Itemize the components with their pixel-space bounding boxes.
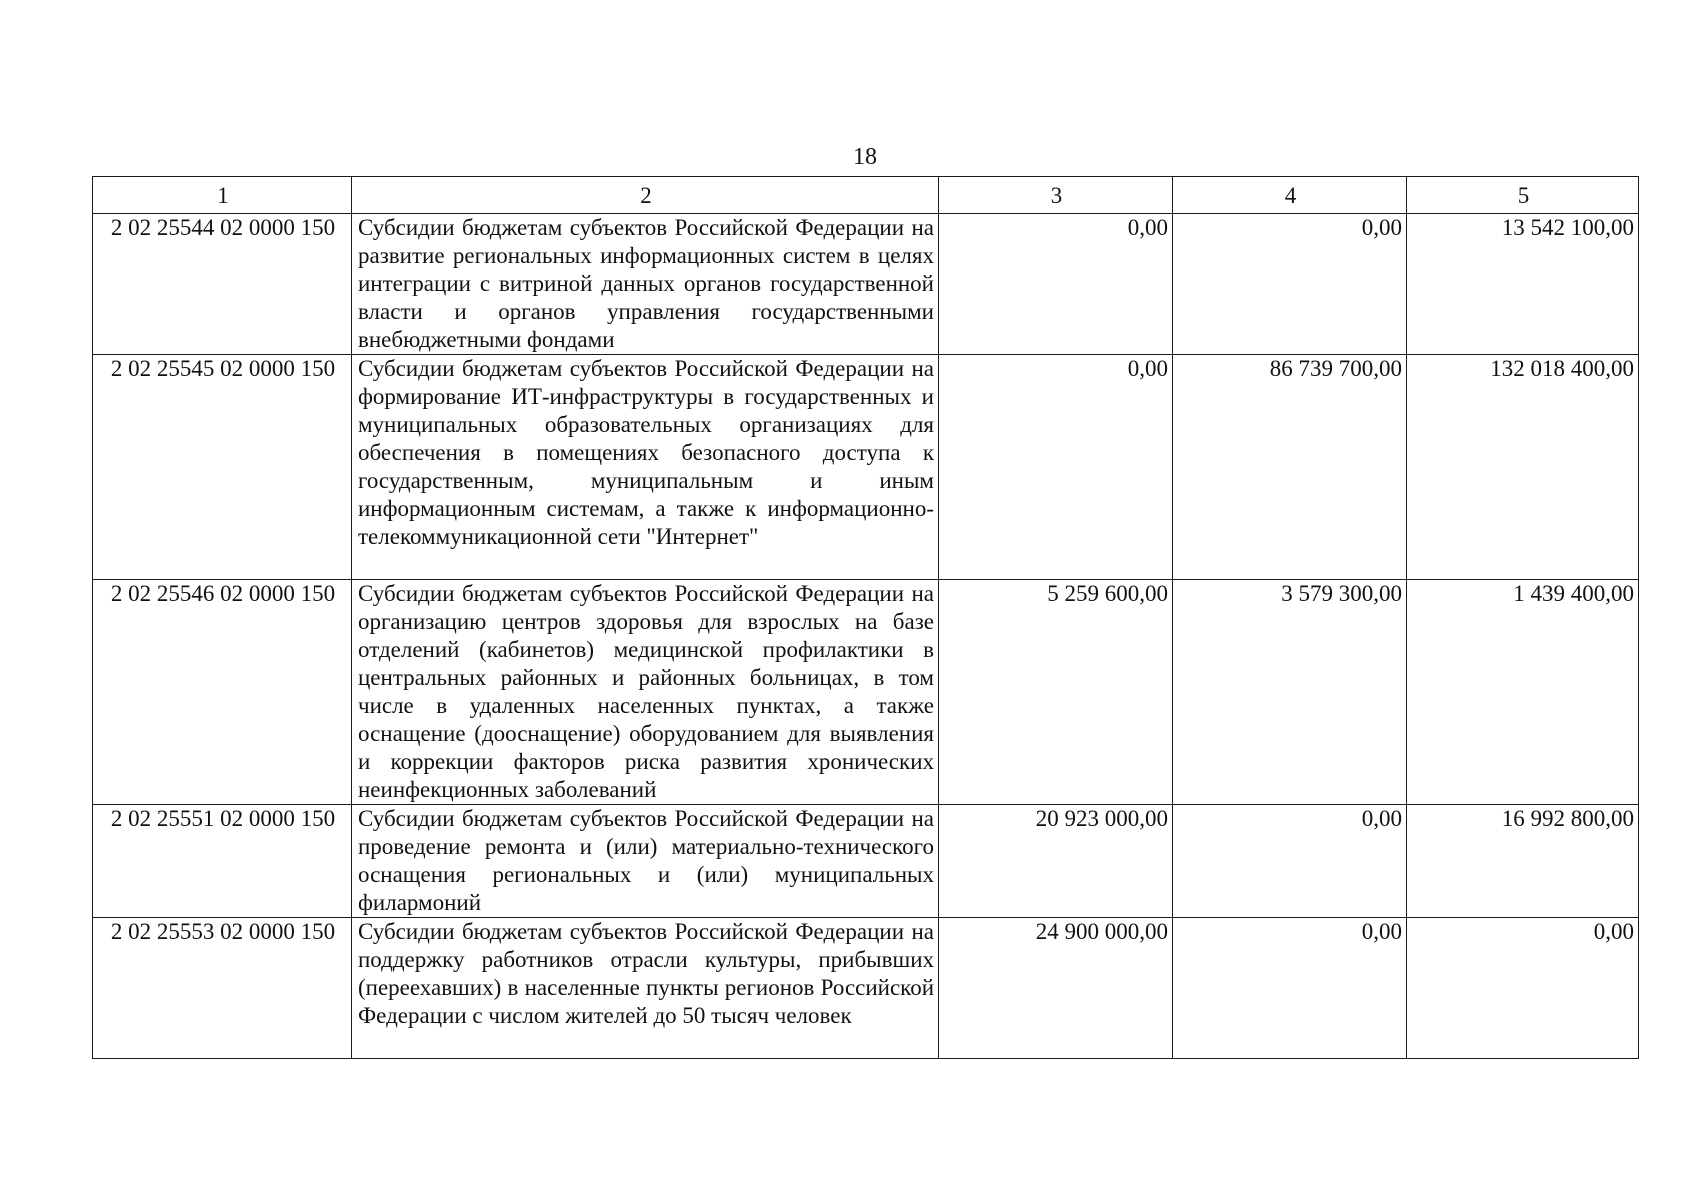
description-cell: Субсидии бюджетам субъектов Российской Федерации на организацию центров здоровья для взрослых на базе отделений (кабинетов) медицинской профилактики в центральных районных и районных больницах, в том числе в удаленных населенных пунктах, а также оснащение (дооснащение) оборудованием для выявления и коррекции факторов риска развития хронических неинфекционных заболеваний	[352, 580, 939, 805]
amount-col3-cell: 24 900 000,00	[939, 918, 1173, 1059]
table-row	[93, 355, 1639, 580]
amount-col5-cell: 0,00	[1407, 918, 1639, 1059]
header-cell-2: 2	[352, 177, 939, 214]
budget-code-cell: 2 02 25544 02 0000 150	[93, 214, 352, 355]
amount-col5-cell: 16 992 800,00	[1407, 805, 1639, 918]
budget-code-cell: 2 02 25551 02 0000 150	[93, 805, 352, 918]
amount-col3-cell: 0,00	[939, 214, 1173, 355]
amount-col5-cell: 132 018 400,00	[1407, 355, 1639, 580]
page-number: 18	[853, 144, 877, 170]
description-cell: Субсидии бюджетам субъектов Российской Федерации на поддержку работников отрасли культуры, прибывших (переехавших) в населенные пункты регионов Российской Федерации с числом жителей до 50 тысяч человек	[352, 918, 939, 1059]
amount-col3-cell: 5 259 600,00	[939, 580, 1173, 805]
amount-col4-cell: 86 739 700,00	[1173, 355, 1407, 580]
description-cell: Субсидии бюджетам субъектов Российской Федерации на проведение ремонта и (или) материально-технического оснащения региональных и (или) муниципальных филармоний	[352, 805, 939, 918]
amount-col3-cell: 0,00	[939, 355, 1173, 580]
table-row	[93, 214, 1639, 355]
amount-col4-cell: 0,00	[1173, 805, 1407, 918]
table-header-row	[93, 177, 1639, 214]
amount-col4-cell: 0,00	[1173, 214, 1407, 355]
amount-col5-cell: 13 542 100,00	[1407, 214, 1639, 355]
header-cell-4: 4	[1173, 177, 1407, 214]
description-cell: Субсидии бюджетам субъектов Российской Федерации на формирование ИТ-инфраструктуры в государственных и муниципальных образовательных организациях для обеспечения в помещениях безопасного доступа к государственным, муниципальным и иным информационным системам, а также к информационно-телекоммуникационной сети "Интернет"	[352, 355, 939, 580]
header-cell-1: 1	[93, 177, 352, 214]
description-cell: Субсидии бюджетам субъектов Российской Федерации на развитие региональных информационных систем в целях интеграции с витриной данных органов государственной власти и органов управления государственными внебюджетными фондами	[352, 214, 939, 355]
budget-table	[92, 176, 1639, 1059]
budget-code-cell: 2 02 25546 02 0000 150	[93, 580, 352, 805]
table-row	[93, 805, 1639, 918]
header-cell-3: 3	[939, 177, 1173, 214]
amount-col5-cell: 1 439 400,00	[1407, 580, 1639, 805]
table-row	[93, 918, 1639, 1059]
amount-col3-cell: 20 923 000,00	[939, 805, 1173, 918]
header-cell-5: 5	[1407, 177, 1639, 214]
amount-col4-cell: 0,00	[1173, 918, 1407, 1059]
budget-code-cell: 2 02 25553 02 0000 150	[93, 918, 352, 1059]
budget-code-cell: 2 02 25545 02 0000 150	[93, 355, 352, 580]
amount-col4-cell: 3 579 300,00	[1173, 580, 1407, 805]
table-row	[93, 580, 1639, 805]
